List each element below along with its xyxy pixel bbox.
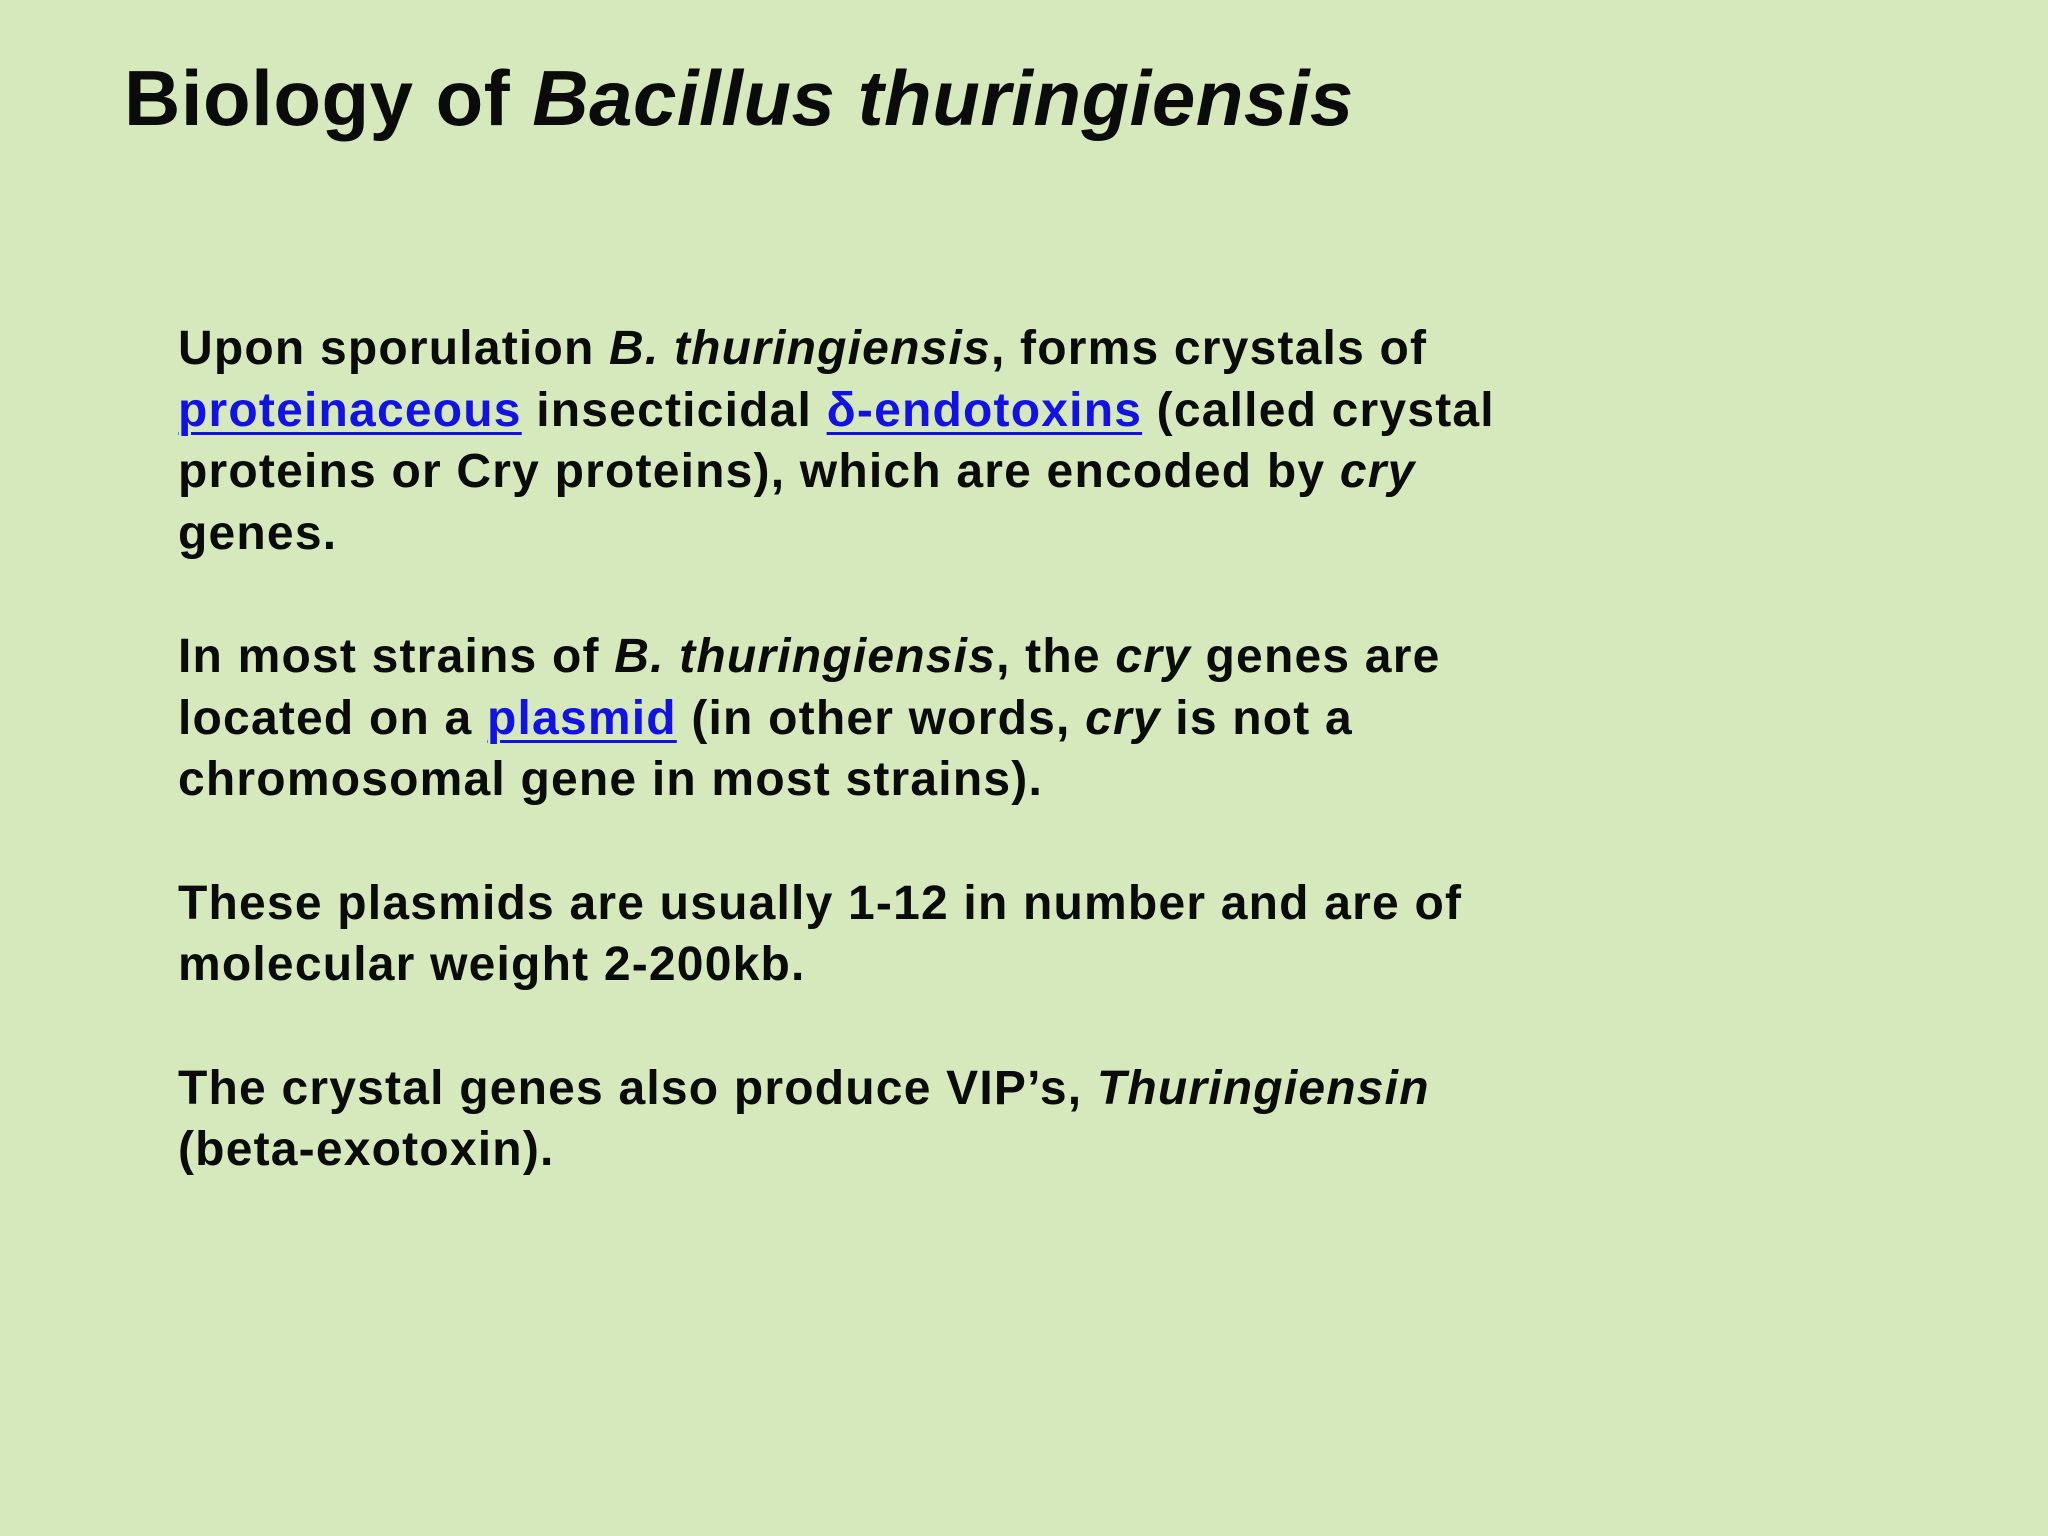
- p1-text-6: genes.: [178, 506, 338, 560]
- title-species-name: Bacillus thuringiensis: [532, 54, 1354, 142]
- proteinaceous-link[interactable]: proteinaceous: [178, 383, 522, 437]
- p1-text-5: proteins or Cry proteins), which are encoded by: [178, 445, 1340, 498]
- title-prefix: Biology of: [124, 54, 511, 142]
- p3-line-2: molecular weight 2-200kb.: [178, 938, 806, 991]
- p2-text-7: chromosomal gene in most strains).: [178, 753, 1043, 806]
- p2-species-name: B. thuringiensis: [614, 630, 997, 683]
- p1-text-2: , forms crystals of: [990, 322, 1428, 375]
- slide-title: [124, 48, 1354, 148]
- p4-thuringiensin: Thuringiensin: [1096, 1061, 1430, 1115]
- p2-text-6: is not a: [1160, 691, 1353, 745]
- paragraph-plasmid-size: [178, 873, 1998, 996]
- paragraph-sporulation: [178, 318, 1998, 564]
- paragraph-crystal-genes: [178, 1058, 1998, 1181]
- p1-text-3: insecticidal: [521, 383, 827, 437]
- p2-text-2: , the: [996, 630, 1116, 683]
- p1-species-name: B. thuringiensis: [609, 322, 991, 375]
- delta-endotoxins-link[interactable]: δ-endotoxins: [826, 383, 1143, 437]
- p1-text-1: Upon sporulation: [178, 322, 610, 375]
- p2-text-4: located on a: [178, 691, 487, 745]
- plasmid-link[interactable]: plasmid: [487, 691, 677, 745]
- paragraph-plasmid-location: [178, 626, 1998, 811]
- p2-text-1: In most strains of: [178, 630, 615, 683]
- p4-text-1: The crystal genes also produce VIP’s,: [178, 1061, 1097, 1115]
- p2-text-5: (in other words,: [676, 691, 1086, 745]
- p3-line-1: These plasmids are usually 1-12 in number and are of: [178, 876, 1463, 930]
- p1-cry-gene: cry: [1339, 445, 1416, 498]
- slide-body: [178, 318, 1998, 1181]
- p2-cry-gene: cry: [1115, 630, 1191, 683]
- p4-text-2: (beta-exotoxin).: [178, 1123, 555, 1176]
- p2-cry-gene-2: cry: [1085, 691, 1161, 745]
- p1-text-4: (called crystal: [1142, 383, 1495, 437]
- p2-text-3: genes are: [1191, 630, 1441, 683]
